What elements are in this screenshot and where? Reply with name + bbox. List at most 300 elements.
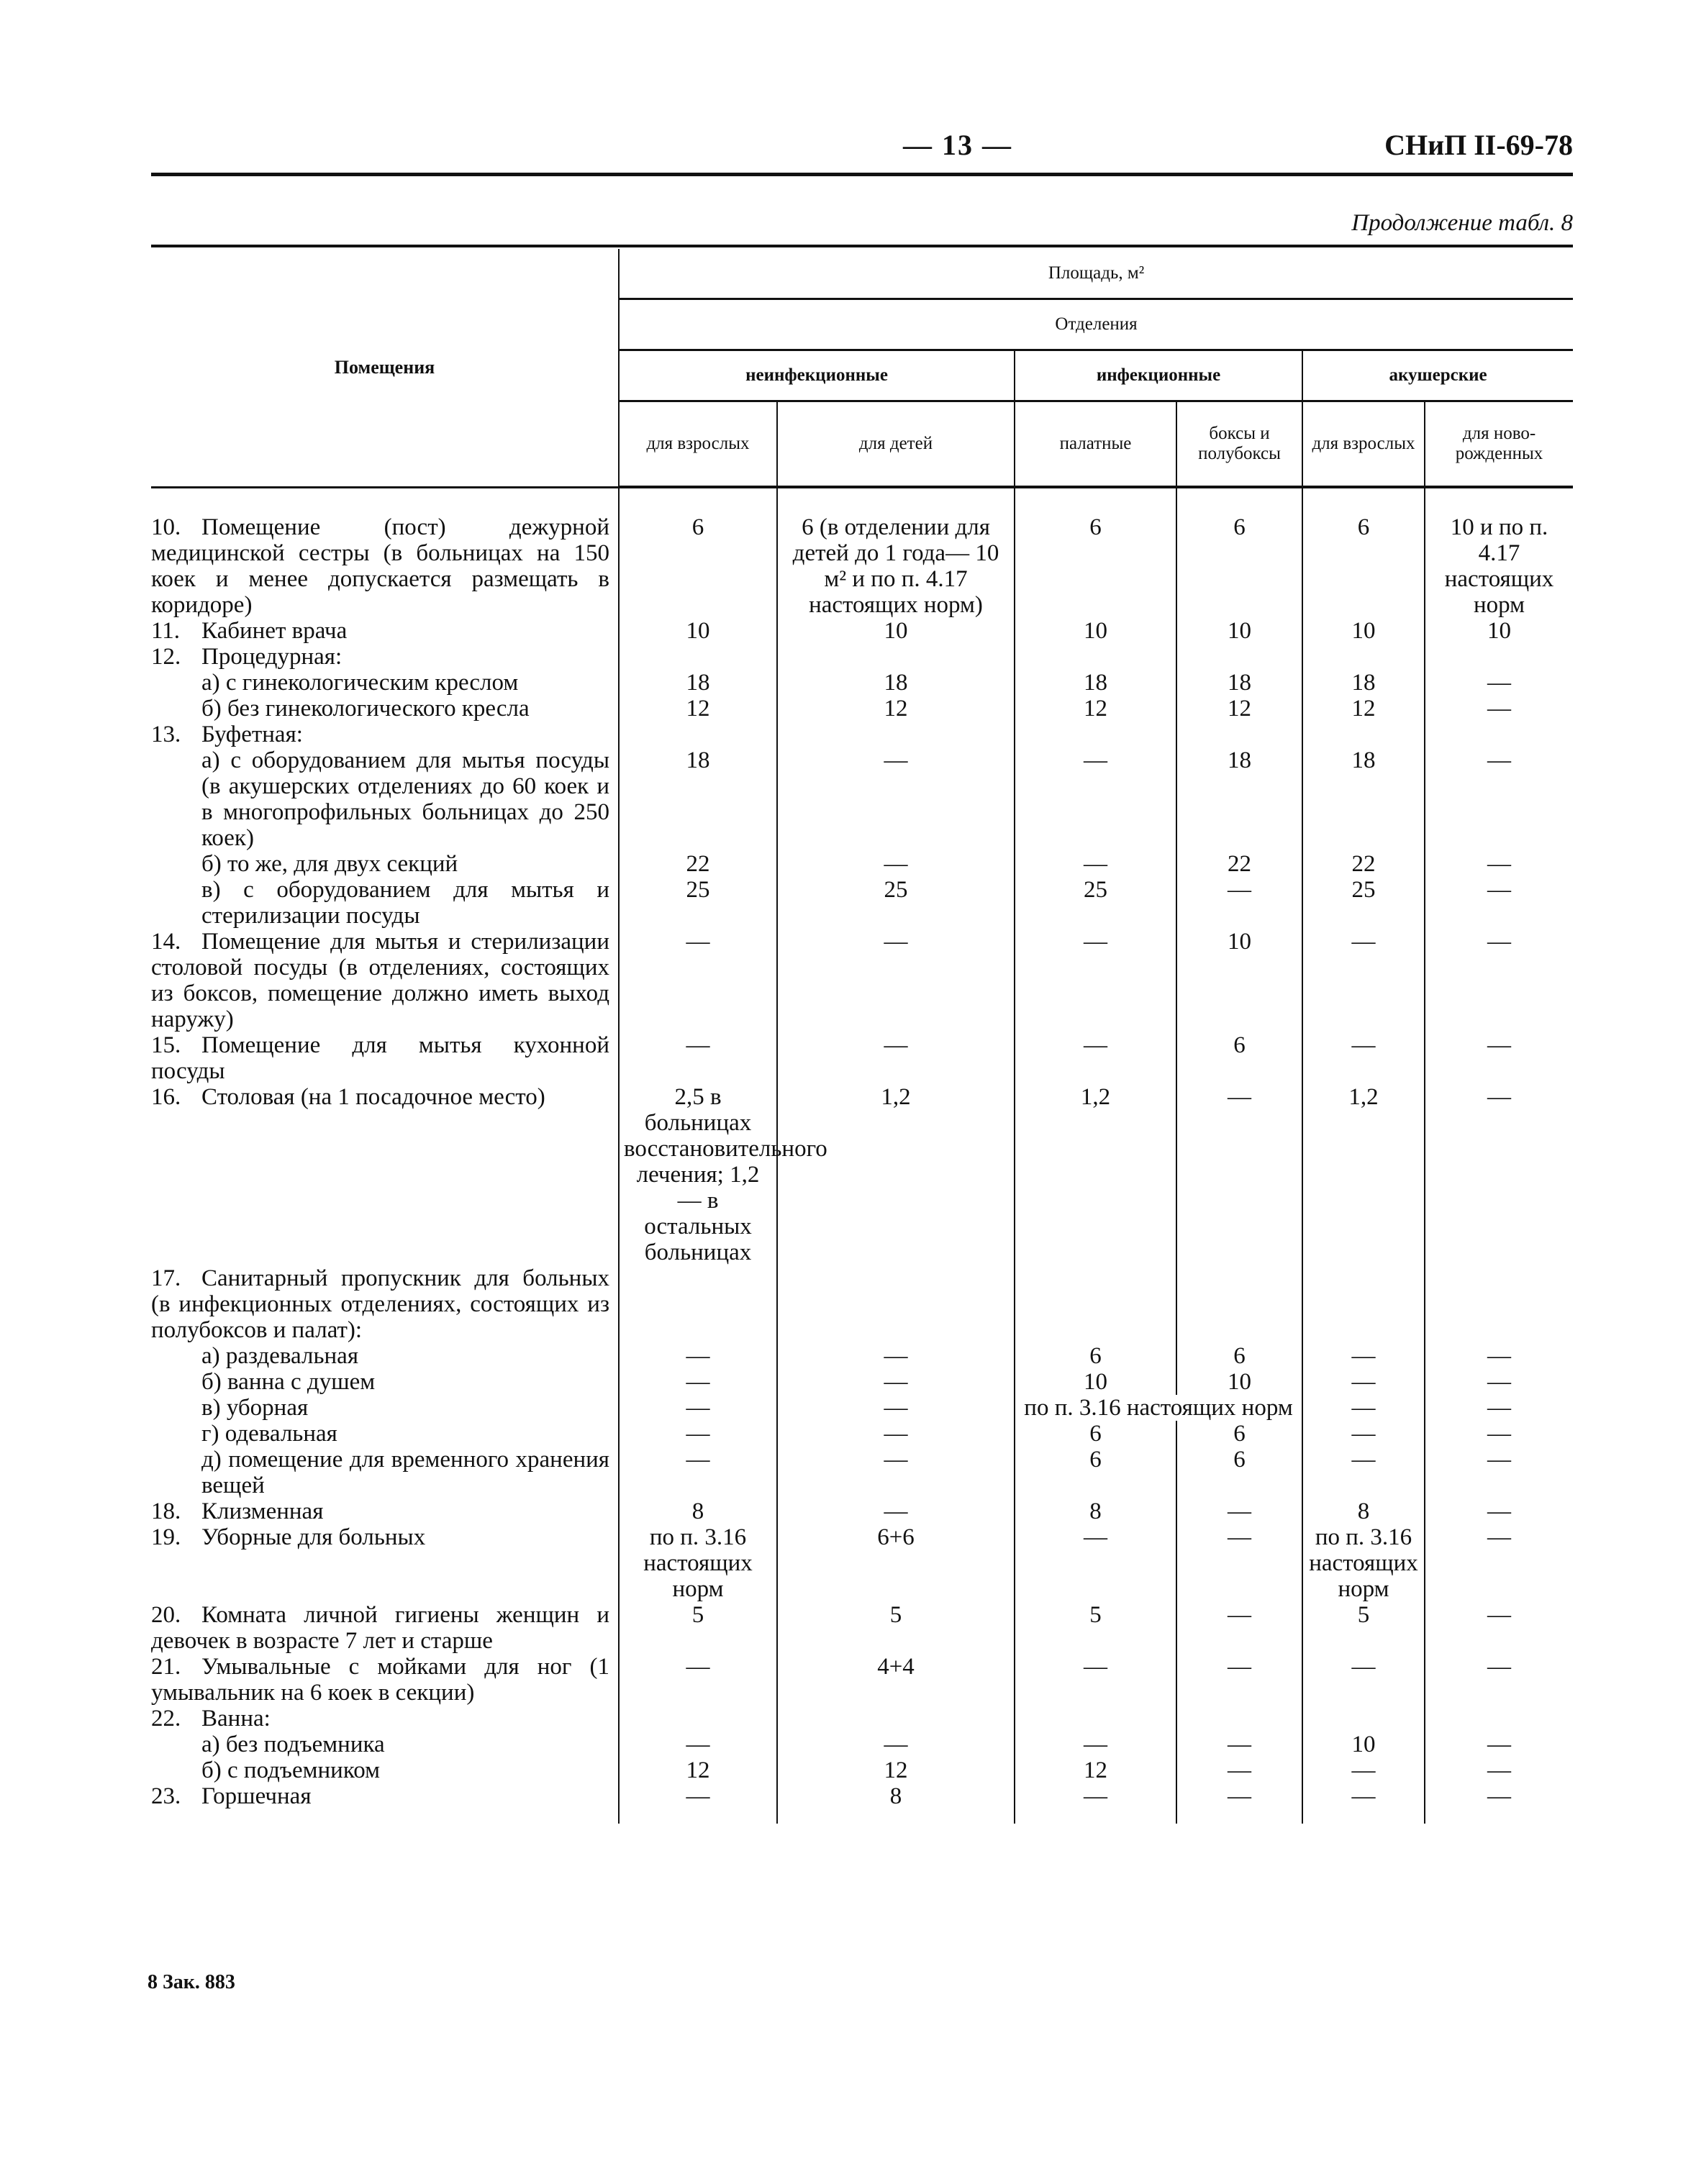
area-value-cell (1176, 644, 1302, 670)
page-footer: 8 Зак. 883 (148, 1971, 235, 1993)
area-header: Площадь, м² (619, 249, 1573, 299)
area-value-cell (777, 747, 1015, 851)
area-value-cell (1302, 1032, 1425, 1084)
room-name: Горшечная (201, 1783, 312, 1809)
area-value: — (1487, 1395, 1512, 1421)
area-value-cell (777, 1602, 1015, 1654)
area-value: — (1487, 670, 1512, 696)
table-row (151, 618, 1573, 644)
area-value-cell (1302, 929, 1425, 1032)
area-value-cell (1302, 1757, 1425, 1783)
area-value-cell (1302, 851, 1425, 877)
area-value: — (884, 1343, 908, 1369)
room-name-cell (151, 1783, 619, 1824)
area-value-cell (777, 1395, 1015, 1421)
room-name-cell (151, 1395, 619, 1421)
room-name-cell (151, 1421, 619, 1447)
area-value-cell (1015, 1602, 1176, 1654)
area-value: — (1228, 1654, 1251, 1680)
area-value: 22 (1228, 851, 1251, 877)
area-value: — (1351, 1421, 1376, 1447)
area-value: 6 (в отделении для детей до 1 года— 10 м² и по п. 4.17 настоящих норм) (792, 514, 999, 618)
area-value: 6 (1357, 514, 1370, 540)
area-value: — (686, 1395, 710, 1421)
area-value: по п. 3.16 настоящих норм (643, 1524, 753, 1602)
area-value: 6 (1233, 1032, 1246, 1058)
area-value-cell (1176, 1524, 1302, 1602)
area-value-cell (1302, 1654, 1425, 1706)
area-value-cell (1015, 722, 1176, 747)
area-value-cell (1302, 1783, 1425, 1824)
area-value: 6 (1233, 1343, 1246, 1369)
room-name-cell (151, 1732, 619, 1757)
area-norms-table (151, 249, 1573, 1824)
area-value-cell (619, 696, 777, 722)
area-value: 6+6 (877, 1524, 915, 1550)
area-value: — (1351, 1757, 1376, 1783)
area-value: — (1487, 851, 1512, 877)
area-value: — (1487, 1732, 1512, 1757)
area-value: — (1228, 1783, 1251, 1809)
table-row (151, 670, 1573, 696)
area-value: — (1487, 1447, 1512, 1473)
area-value: — (1487, 1602, 1512, 1628)
room-name-cell (151, 1032, 619, 1084)
area-value-cell (619, 1369, 777, 1395)
area-value-cell (1176, 1032, 1302, 1084)
area-value-cell (1015, 1706, 1176, 1732)
area-value-cell (1176, 1447, 1302, 1498)
room-subitem-name: а) с гинекологическим креслом (201, 670, 519, 696)
area-value-cell (1302, 696, 1425, 722)
area-value: 18 (1228, 670, 1251, 696)
area-value: — (686, 1343, 710, 1369)
table-top-rule (151, 245, 1573, 247)
area-value-cell (1425, 1032, 1573, 1084)
area-value: — (884, 1447, 908, 1473)
rooms-column-header: Помещения (151, 249, 619, 487)
room-name-cell (151, 929, 619, 1032)
area-value-cell (1425, 1265, 1573, 1343)
infectious-header: инфекционные (1015, 350, 1302, 401)
room-name: Помещение (пост) дежурной медицинской сестры (в больницах на 150 коек и менее допускается размещать в коридоре) (151, 514, 609, 618)
area-value: 8 (691, 1498, 704, 1524)
area-value: 12 (884, 696, 908, 722)
adults-header: для взрослых (619, 401, 777, 488)
row-number: 23. (151, 1783, 181, 1809)
area-value-cell (619, 851, 777, 877)
area-value: 5 (1089, 1602, 1102, 1628)
area-value: — (686, 1369, 710, 1395)
area-value-cell (1302, 618, 1425, 644)
area-value: — (1351, 1032, 1376, 1058)
area-value-cell (1425, 747, 1573, 851)
area-value: 12 (686, 1757, 710, 1783)
area-value-cell (619, 1498, 777, 1524)
area-value: — (884, 1498, 908, 1524)
area-value: — (1351, 1369, 1376, 1395)
table-row (151, 929, 1573, 1032)
row-number: 21. (151, 1654, 181, 1680)
area-value-cell (1302, 1602, 1425, 1654)
area-value-cell (619, 1602, 777, 1654)
room-name-cell (151, 1265, 619, 1343)
area-value-cell (619, 1524, 777, 1602)
area-value: 12 (884, 1757, 908, 1783)
row-number: 10. (151, 514, 181, 540)
area-value-cell (1176, 1265, 1302, 1343)
row-number: 14. (151, 929, 181, 955)
area-value: — (1084, 1032, 1107, 1058)
area-value: 18 (884, 670, 908, 696)
area-value-cell (777, 1343, 1015, 1369)
area-value-cell (777, 1498, 1015, 1524)
area-value: 8 (1357, 1498, 1370, 1524)
area-value: — (1228, 1084, 1251, 1110)
area-value-cell (1425, 487, 1573, 618)
table-row (151, 1498, 1573, 1524)
table-row (151, 1395, 1573, 1421)
area-value-cell (1176, 1783, 1302, 1824)
area-value: 6 (1233, 1421, 1246, 1447)
area-value-cell (1176, 1654, 1302, 1706)
area-value-cell (619, 1421, 777, 1447)
room-subitem-name: б) то же, для двух секций (201, 851, 458, 877)
area-value-cell (619, 1265, 777, 1343)
table-row (151, 1732, 1573, 1757)
area-value-cell (1015, 851, 1176, 877)
area-value-cell (1015, 1084, 1176, 1265)
room-name-cell (151, 618, 619, 644)
area-value: — (884, 1032, 908, 1058)
area-value-cell (777, 1524, 1015, 1602)
area-value-cell (777, 1654, 1015, 1706)
area-value-cell (777, 1757, 1015, 1783)
area-value: 1,2 (1348, 1084, 1379, 1110)
area-value-cell (777, 670, 1015, 696)
area-value: 8 (889, 1783, 902, 1809)
room-name: Помещение для мытья кухонной посуды (151, 1032, 609, 1084)
area-value: — (1228, 1498, 1251, 1524)
area-value: — (1084, 747, 1107, 773)
area-value: 12 (1228, 696, 1251, 722)
area-value: — (1228, 1602, 1251, 1628)
area-value: — (1228, 877, 1251, 903)
area-value: — (884, 1369, 908, 1395)
area-value: — (1487, 747, 1512, 773)
room-name-cell (151, 696, 619, 722)
area-value: — (1487, 1084, 1512, 1110)
area-value-cell (1425, 1343, 1573, 1369)
area-value-cell (1302, 1706, 1425, 1732)
table-row (151, 644, 1573, 670)
area-value-cell (1015, 1421, 1176, 1447)
area-value-cell (777, 877, 1015, 929)
room-name: Кабинет врача (201, 618, 348, 644)
area-value: по п. 3.16 настоящих норм (1024, 1395, 1293, 1421)
table-row (151, 1706, 1573, 1732)
ward-header: палатные (1015, 401, 1176, 488)
area-value: — (1351, 1395, 1376, 1421)
area-value-cell (1425, 1783, 1573, 1824)
area-value: 4+4 (877, 1654, 915, 1680)
area-value-cell (619, 1706, 777, 1732)
area-value: — (686, 1032, 710, 1058)
area-value-cell (777, 1265, 1015, 1343)
area-value: 6 (1089, 1447, 1102, 1473)
room-name: Буфетная: (201, 722, 303, 747)
area-value-cell (1176, 487, 1302, 618)
area-value: 10 (1351, 1732, 1376, 1757)
area-value-cell (1176, 1421, 1302, 1447)
area-value: 2,5 в больницах восстановительного лечения; 1,2 — в остальных больницах (624, 1084, 827, 1265)
departments-header: Отделения (619, 299, 1573, 350)
area-value-cell (1425, 877, 1573, 929)
area-value: 8 (1089, 1498, 1102, 1524)
row-number: 12. (151, 644, 181, 670)
area-value-cell (1176, 747, 1302, 851)
area-value-cell (777, 1421, 1015, 1447)
area-value-cell (1425, 1757, 1573, 1783)
area-value: — (1487, 1783, 1512, 1809)
area-value-cell (619, 487, 777, 618)
table-row (151, 1447, 1573, 1498)
area-value-cell (619, 1032, 777, 1084)
area-value: 25 (1084, 877, 1107, 903)
area-value-cell (1176, 851, 1302, 877)
obstetric-header: акушерские (1302, 350, 1573, 401)
area-value: 1,2 (1080, 1084, 1111, 1110)
area-value-cell (1425, 1395, 1573, 1421)
table-row (151, 1757, 1573, 1783)
area-value: 25 (1351, 877, 1376, 903)
area-value-cell (1425, 670, 1573, 696)
area-value-cell (619, 1343, 777, 1369)
row-number: 18. (151, 1498, 181, 1524)
area-value: 18 (1084, 670, 1107, 696)
area-value: — (686, 1447, 710, 1473)
area-value-cell (777, 1706, 1015, 1732)
room-name: Помещение для мытья и стерилизации столовой посуды (в отделениях, состоящих из боксов, помещение должно иметь выход наружу) (151, 929, 609, 1032)
area-value-cell (1302, 722, 1425, 747)
area-value-cell (619, 1654, 777, 1706)
table-row (151, 722, 1573, 747)
document-code: СНиП II-69-78 (1384, 129, 1573, 161)
row-number: 20. (151, 1602, 181, 1628)
area-value: 18 (686, 747, 710, 773)
area-value-cell (1176, 1706, 1302, 1732)
area-value: — (1351, 1783, 1376, 1809)
area-value-cell (619, 1732, 777, 1757)
row-number: 17. (151, 1265, 181, 1291)
area-value-cell (1425, 929, 1573, 1032)
area-value-cell (1176, 1084, 1302, 1265)
area-value-cell (1176, 670, 1302, 696)
table-row (151, 1265, 1573, 1343)
table-row (151, 1524, 1573, 1602)
area-value: 10 (1351, 618, 1376, 644)
area-value-cell (1425, 1084, 1573, 1265)
table-row (151, 747, 1573, 851)
area-value: — (1351, 929, 1376, 955)
area-value: — (884, 1421, 908, 1447)
area-value-cell (1015, 1654, 1176, 1706)
area-value-cell (1015, 1395, 1302, 1421)
area-value: — (884, 747, 908, 773)
area-value: 10 (1228, 618, 1251, 644)
room-name: Уборные для больных (201, 1524, 426, 1550)
room-name-cell (151, 722, 619, 747)
area-value: — (1487, 929, 1512, 955)
area-value-cell (1176, 618, 1302, 644)
table-row (151, 1654, 1573, 1706)
area-value-cell (1425, 1602, 1573, 1654)
area-value: 10 (884, 618, 908, 644)
area-value-cell (619, 644, 777, 670)
area-value: — (1228, 1757, 1251, 1783)
area-value-cell (1302, 747, 1425, 851)
area-value-cell (1302, 1732, 1425, 1757)
area-value: — (1487, 1369, 1512, 1395)
area-value-cell (777, 722, 1015, 747)
area-value-cell (1425, 1421, 1573, 1447)
area-value-cell (619, 1084, 827, 1265)
area-value: 18 (686, 670, 710, 696)
area-value-cell (1425, 1447, 1573, 1498)
area-value: 12 (1084, 696, 1107, 722)
area-value: — (686, 1654, 710, 1680)
room-subitem-name: б) с подъемником (201, 1757, 380, 1783)
area-value: — (1084, 1654, 1107, 1680)
area-value-cell (1425, 696, 1573, 722)
area-value: 12 (686, 696, 710, 722)
area-value: по п. 3.16 настоящих норм (1309, 1524, 1418, 1602)
row-number: 15. (151, 1032, 181, 1058)
area-value: — (1351, 1447, 1376, 1473)
obstetric-adults-header: для взрослых (1302, 401, 1425, 488)
area-value-cell (1425, 644, 1573, 670)
room-subitem-name: д) помещение для временного хранения вещей (201, 1447, 609, 1498)
area-value-cell (777, 618, 1015, 644)
area-value: 1,2 (881, 1084, 911, 1110)
row-number: 22. (151, 1706, 181, 1732)
area-value: 10 (1228, 929, 1251, 955)
area-value: — (1487, 1757, 1512, 1783)
area-value-cell (777, 929, 1015, 1032)
area-value: — (1487, 1421, 1512, 1447)
area-value: 6 (1089, 1343, 1102, 1369)
area-value: — (1084, 851, 1107, 877)
row-number: 19. (151, 1524, 181, 1550)
area-value-cell (1176, 1369, 1302, 1395)
area-value: — (1351, 1654, 1376, 1680)
area-value: 6 (1233, 1447, 1246, 1473)
area-value: — (686, 1783, 710, 1809)
area-value-cell (1302, 1524, 1425, 1602)
area-value-cell (619, 1783, 777, 1824)
room-name-cell (151, 487, 619, 618)
area-value-cell (777, 696, 1015, 722)
area-value: 25 (686, 877, 710, 903)
area-value-cell (1015, 696, 1176, 722)
area-value-cell (1015, 644, 1176, 670)
room-name: Процедурная: (201, 644, 343, 670)
table-header (151, 249, 1573, 487)
room-name-cell (151, 1084, 619, 1265)
newborns-header: для ново-рожденных (1425, 401, 1573, 488)
area-value-cell (777, 851, 1015, 877)
area-value: — (1487, 1343, 1512, 1369)
room-name-cell (151, 670, 619, 696)
table-row (151, 1343, 1573, 1369)
area-value-cell (619, 929, 777, 1032)
area-value-cell (777, 1732, 1015, 1757)
area-value: — (1487, 696, 1512, 722)
area-value-cell (1015, 1757, 1176, 1783)
room-name: Столовая (на 1 посадочное место) (201, 1084, 545, 1110)
area-value: — (1351, 1343, 1376, 1369)
area-value-cell (1425, 1524, 1573, 1602)
room-subitem-name: а) с оборудованием для мытья посуды (в акушерских отделениях до 60 коек и в многопрофильных больницах до 250 коек) (201, 747, 609, 851)
area-value-cell (1302, 1447, 1425, 1498)
area-value: — (1228, 1524, 1251, 1550)
area-value: — (1084, 929, 1107, 955)
area-value: — (884, 1732, 908, 1757)
area-value-cell (1425, 1732, 1573, 1757)
area-value-cell (1302, 1369, 1425, 1395)
room-name-cell (151, 1524, 619, 1602)
room-name: Клизменная (201, 1498, 324, 1524)
area-value: 10 (1487, 618, 1512, 644)
area-value-cell (1176, 1757, 1302, 1783)
area-value-cell (1015, 1732, 1176, 1757)
area-value: 12 (1351, 696, 1376, 722)
area-value-cell (1425, 1369, 1573, 1395)
area-value: 6 (691, 514, 704, 540)
room-name: Умывальные с мойками для ног (1 умывальник на 6 коек в секции) (151, 1654, 609, 1706)
noninfectious-header: неинфекционные (619, 350, 1015, 401)
room-name: Санитарный пропускник для больных (в инфекционных отделениях, состоящих из полубоксов и палат): (151, 1265, 609, 1343)
area-value-cell (777, 487, 1015, 618)
area-value-cell (1015, 1783, 1176, 1824)
area-value-cell (1015, 747, 1176, 851)
room-name-cell (151, 644, 619, 670)
area-value-cell (1425, 722, 1573, 747)
room-name-cell (151, 1498, 619, 1524)
room-subitem-name: б) ванна с душем (201, 1369, 376, 1395)
area-value-cell (1015, 487, 1176, 618)
room-subitem-name: в) с оборудованием для мытья и стерилизации посуды (201, 877, 609, 929)
area-value-cell (1176, 1498, 1302, 1524)
area-value-cell (1425, 851, 1573, 877)
area-value-cell (1302, 1498, 1425, 1524)
room-name: Комната личной гигиены женщин и девочек в возрасте 7 лет и старше (151, 1602, 609, 1654)
room-subitem-name: а) без подъемника (201, 1732, 385, 1757)
room-name-cell (151, 851, 619, 877)
area-value-cell (1176, 877, 1302, 929)
area-value: — (1487, 1032, 1512, 1058)
area-value-cell (1015, 670, 1176, 696)
area-value-cell (1176, 696, 1302, 722)
table-row (151, 1783, 1573, 1824)
area-value-cell (1176, 1732, 1302, 1757)
room-name-cell (151, 1654, 619, 1706)
table-continuation-label: Продолжение табл. 8 (1351, 210, 1573, 236)
room-name-cell (151, 1706, 619, 1732)
area-value-cell (619, 1447, 777, 1498)
children-header: для детей (777, 401, 1015, 488)
area-value-cell (1425, 1498, 1573, 1524)
